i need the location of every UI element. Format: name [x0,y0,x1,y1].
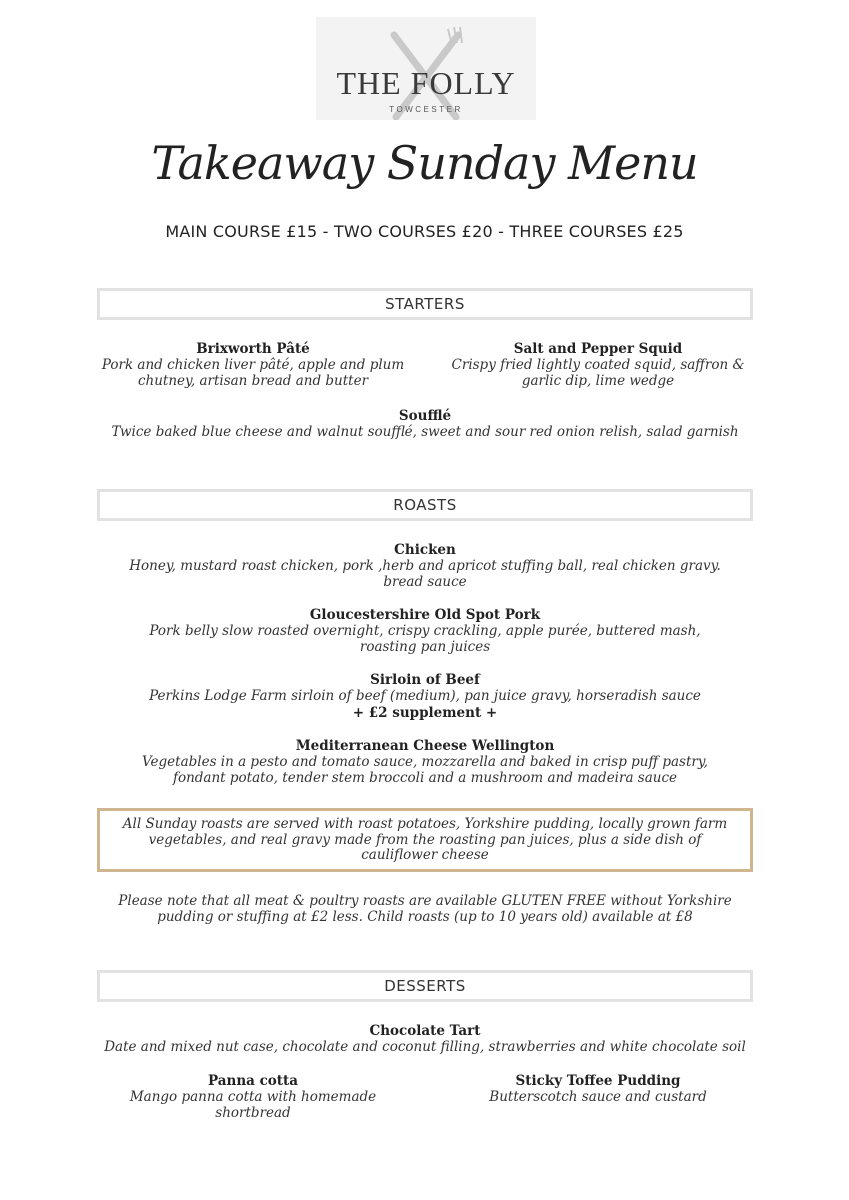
section-header-roasts: ROASTS [97,489,753,521]
dish-description: Pork belly slow roasted overnight, crispy crackling, apple purée, buttered mash, roasting pan juices [149,623,701,655]
logo-subtitle: TOWCESTER [389,105,463,114]
dish-name: Chicken [394,542,456,558]
dish-name: Panna cotta [207,1073,299,1089]
dish-cheese-wellington [120,738,730,786]
dish-name: Soufflé [398,408,452,424]
dish-salt-pepper-squid [450,341,746,389]
dish-description: Perkins Lodge Farm sirloin of beef (medium), pan juice gravy, horseradish sauce [149,688,701,704]
dish-name: Brixworth Pâté [196,341,310,357]
dish-old-spot-pork [120,607,730,655]
dish-description: Butterscotch sauce and custard [489,1089,707,1105]
logo-title: THE FOLLY [336,65,516,101]
dish-description: Crispy fried lightly coated squid, saffron & garlic dip, lime wedge [451,357,745,389]
dish-name: Gloucestershire Old Spot Pork [309,607,541,623]
dish-souffle [100,408,750,441]
dish-panna-cotta [120,1073,386,1121]
dish-chicken [120,542,730,590]
roasts-served-with-note: All Sunday roasts are served with roast potatoes, Yorkshire pudding, locally grown farm vegetables, and real gravy made from the roasting pan juices, plus a side dish of cauliflower cheese [97,808,753,872]
section-header-starters: STARTERS [97,288,753,320]
dish-name: Sticky Toffee Pudding [515,1073,681,1089]
dish-name: Salt and Pepper Squid [513,341,683,357]
section-header-desserts: DESSERTS [97,970,753,1002]
dish-description: Twice baked blue cheese and walnut soufflé, sweet and sour red onion relish, salad garnish [111,424,739,440]
dish-description: Pork and chicken liver pâté, apple and plum chutney, artisan bread and butter [101,357,405,389]
supplement-note: + £2 supplement + [352,704,498,721]
gluten-free-note: Please note that all meat & poultry roasts are available GLUTEN FREE without Yorkshire pudding or stuffing at £2 less. Child roasts (up to 10 years old) available at £8 [118,893,732,925]
dish-name: Chocolate Tart [369,1023,481,1039]
dish-name: Mediterranean Cheese Wellington [295,738,555,754]
menu-title: Takeaway Sunday Menu [151,136,698,190]
price-line: MAIN COURSE £15 - TWO COURSES £20 - THREE COURSES £25 [165,222,684,241]
dish-brixworth-pate [100,341,406,389]
dish-description: Mango panna cotta with homemade shortbread [129,1089,377,1121]
dish-description: Date and mixed nut case, chocolate and coconut filling, strawberries and white chocolate soil [104,1039,746,1055]
dish-description: Honey, mustard roast chicken, pork ,herb and apricot stuffing ball, real chicken gravy. bread sauce [129,558,721,590]
dish-sirloin-of-beef [120,672,730,721]
dish-chocolate-tart [100,1023,750,1056]
dish-sticky-toffee-pudding [460,1073,736,1106]
logo [316,17,536,120]
dish-name: Sirloin of Beef [370,672,480,688]
dish-description: Vegetables in a pesto and tomato sauce, mozzarella and baked in crisp puff pastry, fondant potato, tender stem broccoli and a mushroom and madeira sauce [142,754,708,786]
